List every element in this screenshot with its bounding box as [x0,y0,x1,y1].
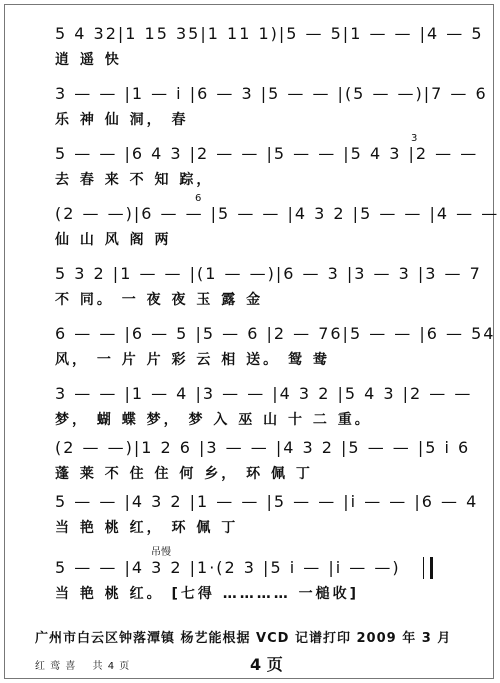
grace-mark: 3 [411,133,418,144]
notes-line: 3 — — |1 — i |6 — 3 |5 — — |(5 — —)|7 — 6 [55,84,488,103]
notes-line: 5 4 32|1 15 35|1 11 1)|5 — 5|1 — — |4 — 5 [55,24,484,43]
score-sheet [4,4,500,679]
lyrics-line: 蓬 莱 不 住 住 何 乡， 环 佩 丁 [55,466,313,482]
notes-line: 5 — — |4 3 2 |1 — — |5 — — |i — — |6 — 4 [55,492,479,511]
lyrics-line: 梦， 蝴 蝶 梦， 梦 入 巫 山 十 二 重。 [55,412,372,428]
grace-mark: 6 [195,193,202,204]
notes-line: 5 — — |6 4 3 |2 — — |5 — — |5 4 3 |2 — — [55,144,479,163]
lyrics-line: 仙 山 风 阁 两 [55,232,172,248]
transcription-credit: 广州市白云区钟落潭镇 杨艺能根据 VCD 记谱打印 2009 年 3 月 [35,631,452,646]
tempo-mark: 吊慢 [151,547,171,558]
lyrics-line: 风， 一 片 片 彩 云 相 送。 鸳 鸯 [55,352,330,368]
notes-line: 5 3 2 |1 — — |(1 — —)|6 — 3 |3 — 3 |3 — 7 [55,264,482,283]
lyrics-line: 去 春 来 不 知 踪， [55,172,214,188]
final-barline [423,557,433,579]
notes-line: (2 — —)|6 — — |5 — — |4 3 2 |5 — — |4 — — [55,204,500,223]
notes-line: (2 — —)|1 2 6 |3 — — |4 3 2 |5 — — |5 i 6 [55,438,471,457]
page-meta [35,657,142,672]
lyrics-line: 乐 神 仙 洞， 春 [55,112,189,128]
notes-line: 5 — — |4 3 2 |1·(2 3 |5 i — |i — —) [55,558,401,577]
lyrics-line: 当 艳 桃 红， 环 佩 丁 [55,520,239,536]
lyrics-line: 当 艳 桃 红。 [七得 ………… 一槌收] [55,586,360,602]
notes-line: 3 — — |1 — 4 |3 — — |4 3 2 |5 4 3 |2 — — [55,384,473,403]
lyrics-line: 逍 遥 快 [55,52,122,68]
notes-line: 6 — — |6 — 5 |5 — 6 |2 — 76|5 — — |6 — 54 [55,324,496,343]
lyrics-line: 不 同。 一 夜 夜 玉 露 金 [55,292,264,308]
page-count: 共 4 页 [92,661,131,672]
page-number: 4 页 [250,655,283,674]
song-title: 红 鸾 喜 [35,661,77,672]
